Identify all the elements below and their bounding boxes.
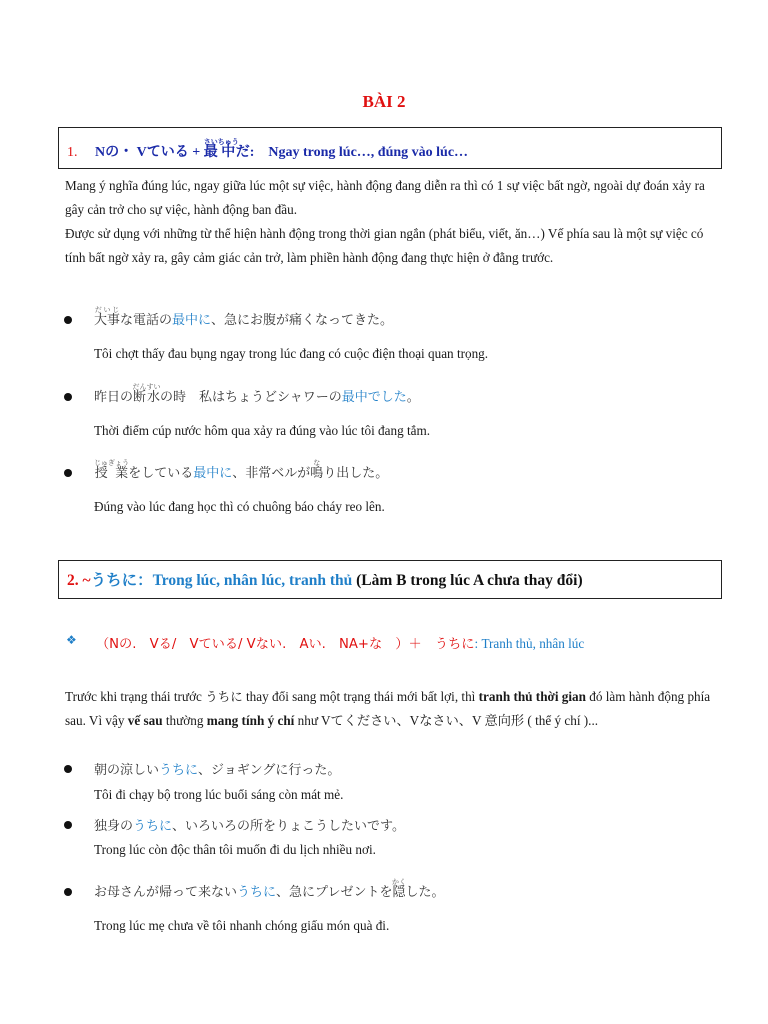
bullet-icon [64, 765, 72, 773]
section-1-heading [67, 138, 468, 161]
section-1-paragraph-2: Được sử dụng với những từ thể hiện hành động trong thời gian ngắn (phát biểu, viết, ăn…) Vế phía sau là một sự việc có tính bất ngờ xảy ra, gây cảm giác cản trở, làm phiền hành động đang thực hiện ở đằng trước. [65, 226, 704, 265]
section-1-number: 1. [67, 145, 78, 160]
example-1-2-vietnamese: Thời điểm cúp nước hôm qua xảy ra đúng vào lúc tôi đang tắm. [94, 423, 431, 438]
example-1-2-japanese: 昨日の断水だんすいの時 私はちょうどシャワーの最中でした。 [94, 383, 420, 405]
example-1-1-japanese: 大事だいじな電話の最中に、急にお腹が痛くなってきた。 [94, 306, 394, 328]
bullet-icon [64, 469, 72, 477]
bullet-icon [64, 393, 72, 401]
section-2-heading [67, 568, 583, 590]
example-1-3-vietnamese: Đúng vào lúc đang học thì có chuông báo cháy reo lên. [94, 499, 385, 514]
example-2-3-vietnamese: Trong lúc mẹ chưa về tôi nhanh chóng giấu món quà đi. [94, 918, 390, 933]
diamond-bullet-icon: ❖ [66, 633, 77, 647]
example-2-2-japanese: 独身のうちに、いろいろの所をりょこうしたいです。 [94, 819, 405, 834]
section-2-pattern: うちに：Trong lúc, nhân lúc, tranh thủ [90, 572, 353, 589]
example-2-1-vietnamese: Tôi đi chạy bộ trong lúc buổi sáng còn mát mẻ. [94, 787, 344, 802]
bullet-icon [64, 888, 72, 896]
section-2-formula: （Nの. Vる/ Vている/ Vない. Aい. NA+な ）＋ うちに: Tranh thủ, nhân lúc [96, 636, 585, 652]
bullet-icon [64, 821, 72, 829]
section-2-number: 2. ~ [67, 572, 91, 589]
example-1-3-japanese: 授 業じゅぎょうをしている最中に、非常ベルが鳴なり出した。 [94, 459, 389, 481]
example-2-3-japanese: お母さんが帰って来ないうちに、急にプレゼントを隠かくした。 [94, 878, 445, 900]
example-1-1-vietnamese: Tôi chợt thấy đau bụng ngay trong lúc đang có cuộc điện thoại quan trọng. [94, 346, 489, 361]
section-1-header [58, 127, 722, 169]
section-2-paragraph: Trước khi trạng thái trước うちに thay đổi sang một trạng thái mới bất lợi, thì tranh thủ thời gian đó làm hành động phía sau. Vì vậy vế sau thường mang tính ý chí như Vてください、Vなさい、V 意向形 ( thể ý chí )... [65, 689, 711, 728]
section-2-note: (Làm B trong lúc A chưa thay đổi) [352, 572, 583, 589]
example-2-1-japanese: 朝の涼しいうちに、ジョギングに行った。 [94, 763, 341, 778]
example-2-2-vietnamese: Trong lúc còn độc thân tôi muốn đi du lịch nhiều nơi. [94, 842, 376, 857]
section-1-meaning: Ngay trong lúc…, đúng vào lúc… [268, 145, 469, 160]
section-2-header [58, 560, 722, 599]
bullet-icon [64, 316, 72, 324]
section-1-paragraph-1: Mang ý nghĩa đúng lúc, ngay giữa lúc một sự việc, hành động đang diễn ra thì có 1 sự việc bất ngờ, ngoài dự đoán xảy ra gây cản trở cho sự việc, hành động ban đầu. [65, 178, 705, 217]
section-1-kanji: 最さい中ちゅうだ: [203, 138, 255, 160]
section-1-pattern: Nの・ Vている + [95, 145, 204, 160]
page-title: BÀI 2 [362, 92, 406, 111]
